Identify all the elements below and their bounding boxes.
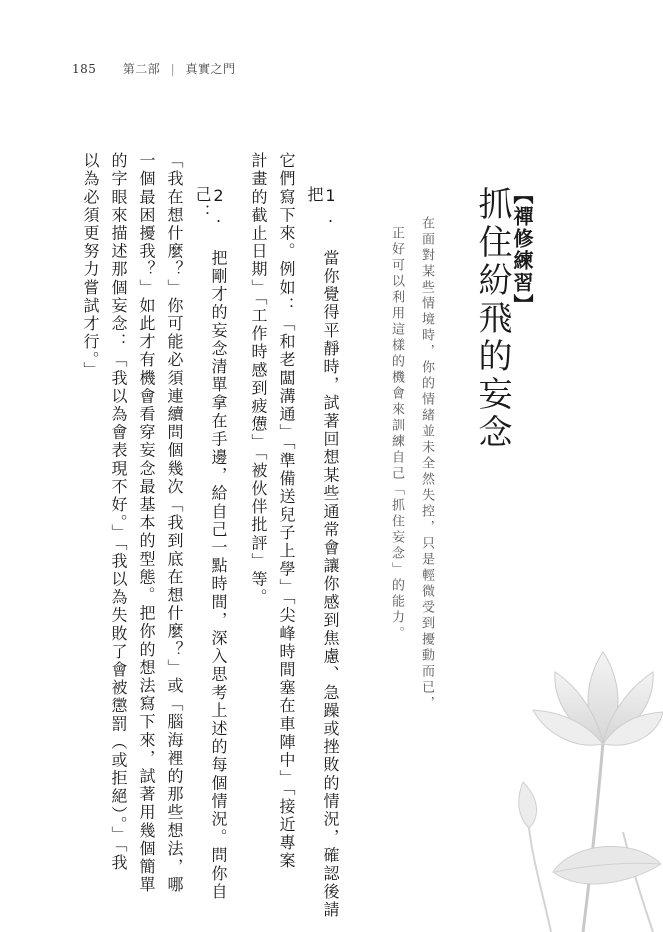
intro-line-1: 在面對某些情境時，你的情緒並未全然失控，只是輕微受到擾動而已， [419,216,434,712]
body-column-3: 計畫的截止日期」「工作時感到疲憊」「被伙伴批評」等。 [249,152,268,607]
part-label: 第二部 [122,62,161,76]
body-column-5: 「我在想什麼？」你可能必須連續問個幾次「我到底在想什麼？」或「腦海裡的那些想法，哪 [165,152,184,895]
body-column-7: 的字眼來描述那個妄念：「我以為會表現不好。」「我以為失敗了會被懲罰（或拒絕）。」「我 [109,152,128,873]
body-column-8: 以為必須更努力嘗試才行。」 [81,152,100,380]
running-header [72,60,235,77]
page-title: 抓住紛飛的妄念 [472,186,512,452]
body-column-2: 它們寫下來。例如：「和老闆溝通」「準備送兒子上學」「尖峰時間塞在車陣中」「接近專案 [277,152,296,871]
section-label: 【禪修練習】 [510,184,534,316]
body-column-1: 1. 當你覺得平靜時，試著回想某些通常會讓你感到焦慮、急躁或挫敗的情況，確認後請把 [305,186,340,919]
chapter-label: 真實之門 [185,62,236,76]
header-separator: | [170,62,176,76]
body-column-6: 一個最困擾我？」如此才有機會看穿妄念最基本的型態。把你的想法寫下來，試著用幾個簡單 [137,152,156,895]
body-column-4: 2. 把剛才的妄念清單拿在手邊，給自己一點時間，深入思考上述的每個情況。問你自己： [193,186,228,901]
lotus-flower-icon [483,632,663,932]
intro-line-2: 正好可以利用這樣的機會來訓練自己「抓住妄念」的能力。 [389,226,404,642]
page-number: 185 [72,62,97,76]
